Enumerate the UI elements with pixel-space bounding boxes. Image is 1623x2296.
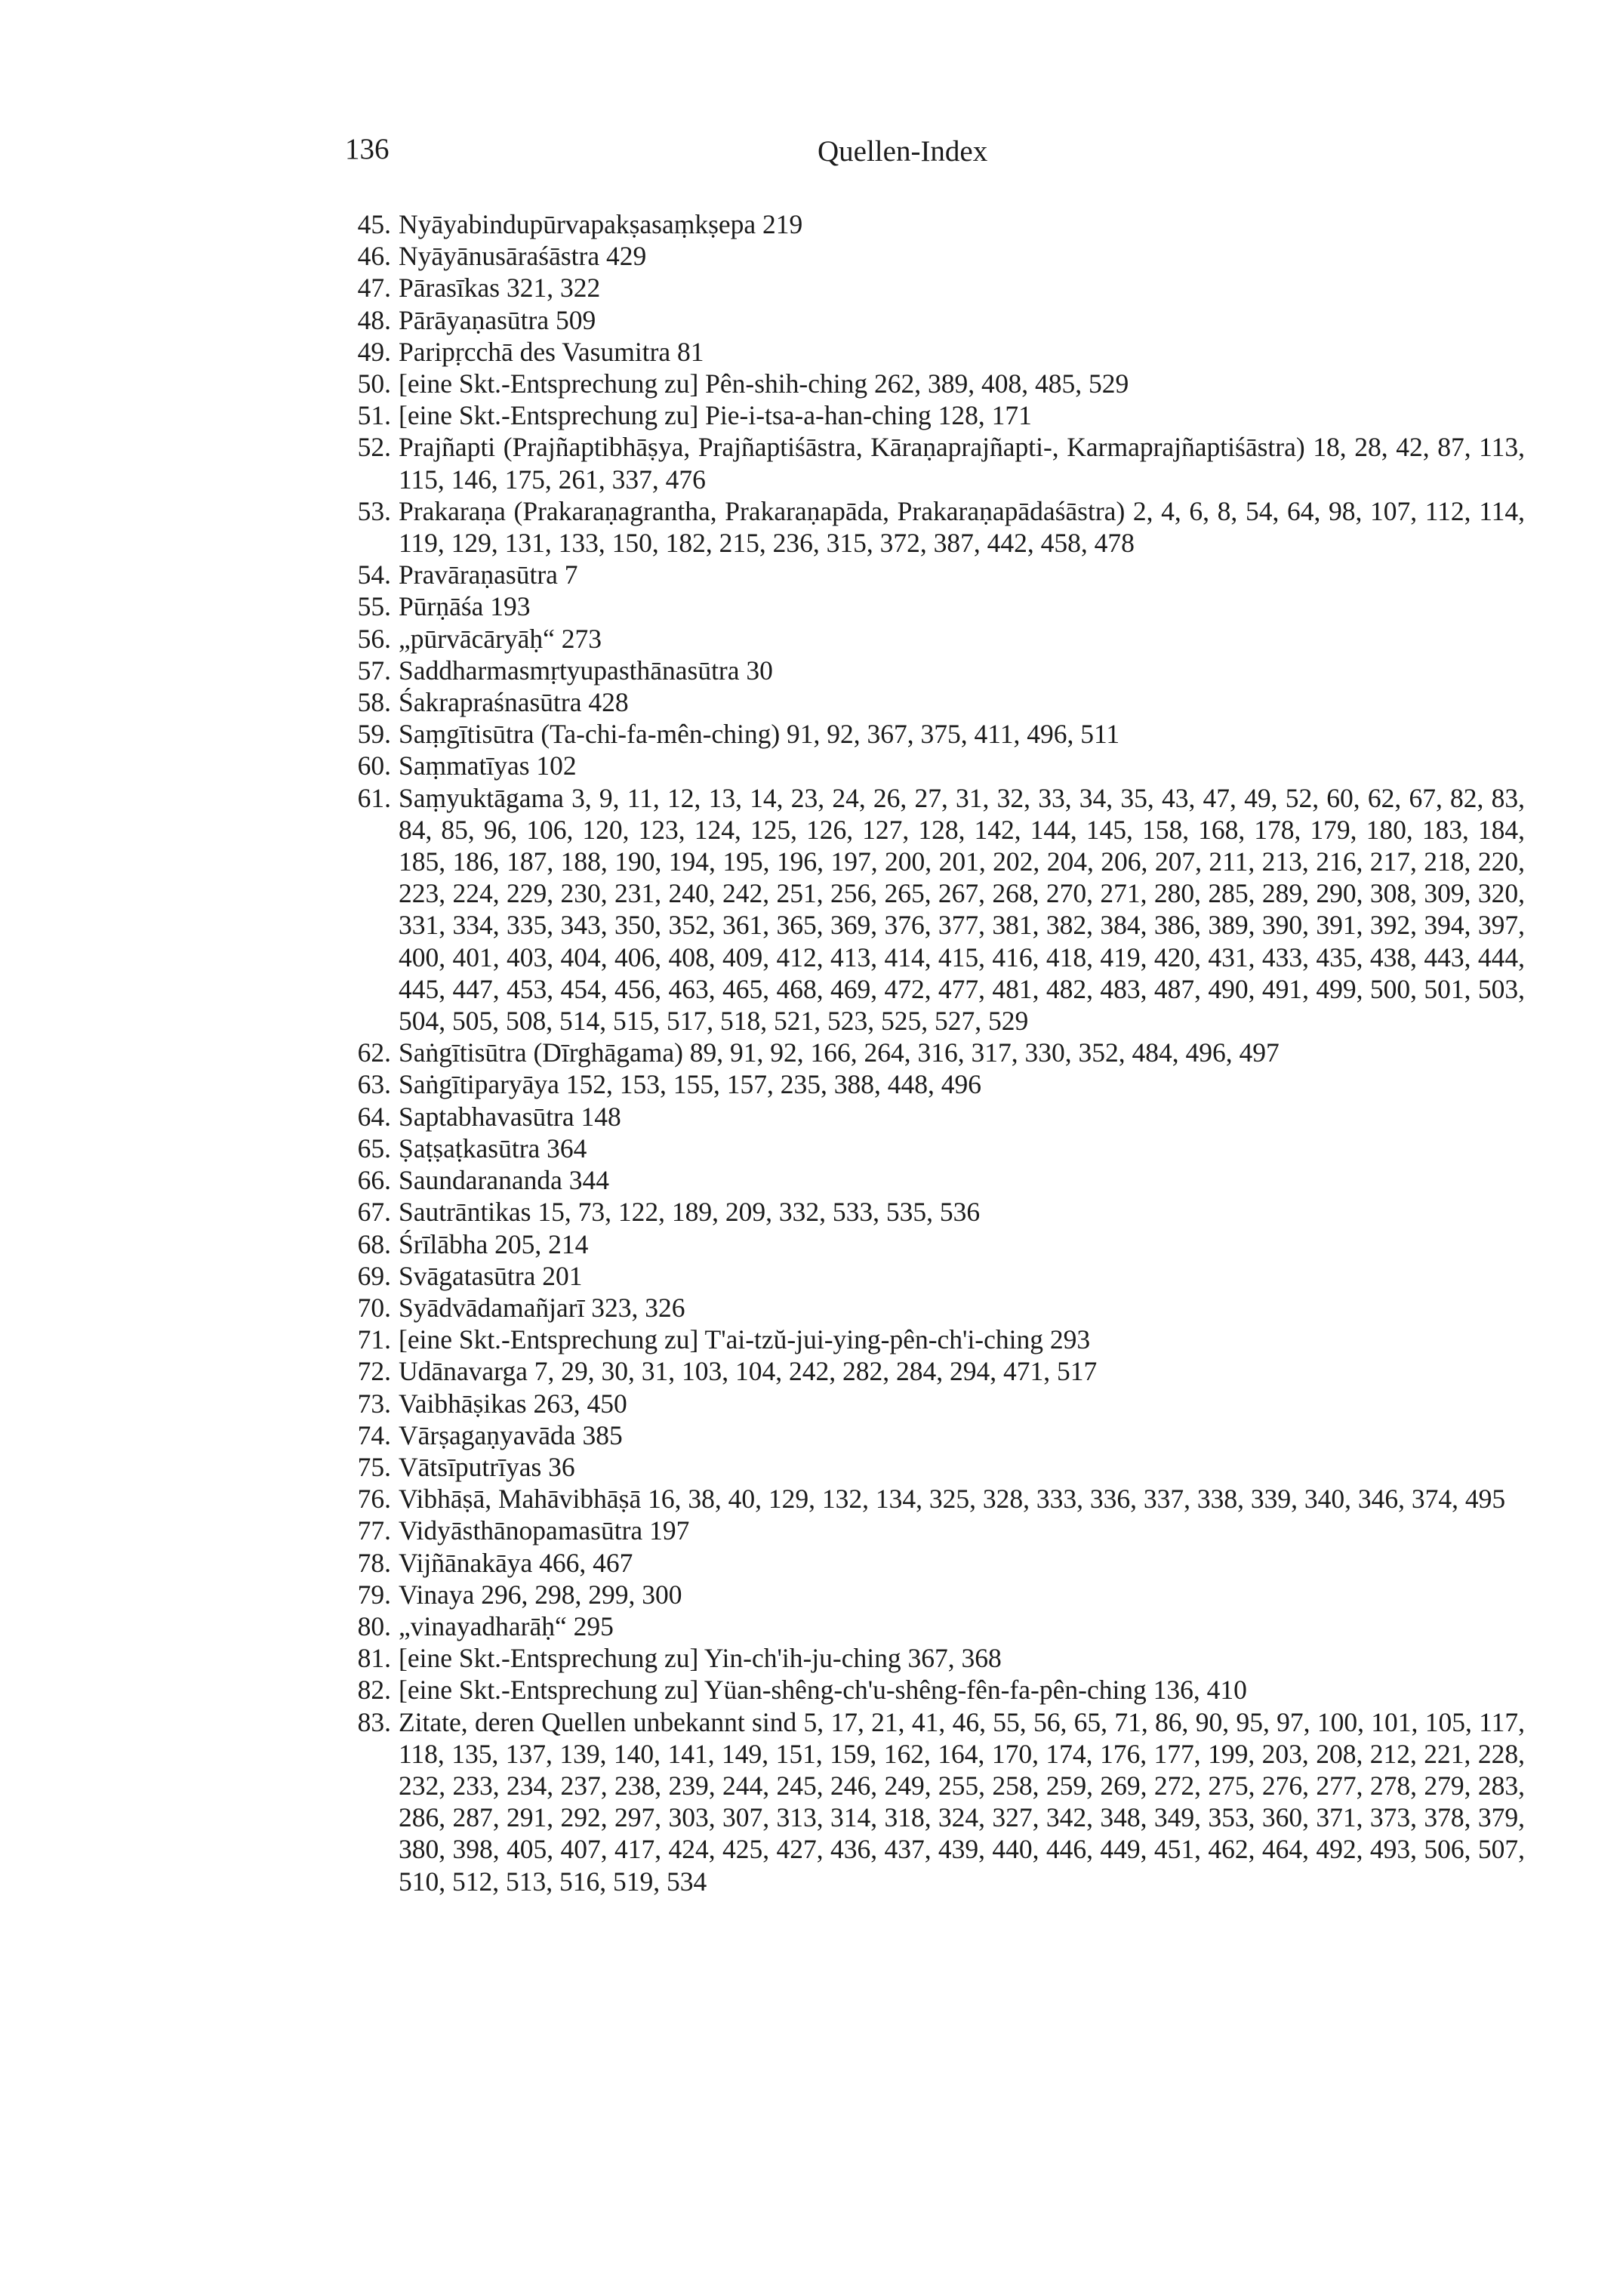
- entry-number: 66.: [357, 1165, 391, 1196]
- index-entry: [347, 1037, 1525, 1068]
- index-entry: [347, 1642, 1525, 1674]
- entry-text: Ṣaṭṣaṭkasūtra 364: [399, 1133, 587, 1163]
- index-entry: [347, 1483, 1525, 1515]
- index-entry: [347, 1547, 1525, 1579]
- entry-number: 55.: [357, 591, 391, 622]
- source-index-list: [347, 208, 1525, 1897]
- index-entry: [347, 1292, 1525, 1324]
- index-entry: [347, 1451, 1525, 1483]
- entry-number: 76.: [357, 1484, 391, 1515]
- index-entry: [347, 590, 1525, 622]
- entry-text: [eine Skt.-Entsprechung zu] Yin-ch'ih-ju-ching 367, 368: [399, 1643, 1002, 1674]
- entry-text: Prakaraṇa (Prakaraṇagrantha, Prakaraṇapāda, Prakaraṇapādaśāstra) 2, 4, 6, 8, 54, 64, 98, 107, 112, 114, 119, 129, 131, 133, 150, 182, 215, 236, 315, 372, 387, 442, 458, 478: [399, 495, 1525, 559]
- entry-text: Sautrāntikas 15, 73, 122, 189, 209, 332, 533, 535, 536: [399, 1197, 981, 1228]
- index-entry: [347, 1579, 1525, 1610]
- index-entry: [347, 1164, 1525, 1196]
- entry-text: Udānavarga 7, 29, 30, 31, 103, 104, 242, 282, 284, 294, 471, 517: [399, 1356, 1098, 1387]
- index-entry: [347, 1260, 1525, 1292]
- entry-number: 65.: [357, 1133, 391, 1163]
- entry-text: Vidyāsthānopamasūtra 197: [399, 1515, 690, 1546]
- entry-number: 63.: [357, 1069, 391, 1100]
- entry-number: 64.: [357, 1101, 391, 1132]
- index-entry: [347, 1419, 1525, 1451]
- entry-text: Saptabhavasūtra 148: [399, 1101, 621, 1132]
- entry-text: Vārṣagaṇyavāda 385: [399, 1419, 623, 1450]
- index-entry: [347, 750, 1525, 781]
- index-entry: [347, 1674, 1525, 1706]
- index-entry: [347, 336, 1525, 368]
- index-entry: [347, 1196, 1525, 1228]
- entry-number: 68.: [357, 1228, 391, 1259]
- entry-text: Vijñānakāya 466, 467: [399, 1547, 633, 1578]
- index-entry: [347, 368, 1525, 399]
- entry-text: Saṃmatīyas 102: [399, 750, 577, 781]
- index-entry: [347, 1515, 1525, 1546]
- entry-text: Pārasīkas 321, 322: [399, 273, 601, 304]
- entry-number: 67.: [357, 1197, 391, 1228]
- entry-number: 54.: [357, 559, 391, 590]
- page-title: Quellen-Index: [818, 135, 988, 168]
- entry-number: 82.: [357, 1675, 391, 1706]
- entry-number: 73.: [357, 1388, 391, 1419]
- entry-number: 70.: [357, 1292, 391, 1323]
- entry-number: 62.: [357, 1037, 391, 1068]
- entry-number: 81.: [357, 1643, 391, 1674]
- entry-text: Pārāyaṇasūtra 509: [399, 304, 596, 335]
- index-entry: [347, 782, 1525, 1037]
- index-entry: [347, 1324, 1525, 1355]
- entry-text: Saddharmasmṛtyupasthānasūtra 30: [399, 655, 773, 686]
- entry-text: Śakrapraśnasūtra 428: [399, 687, 629, 718]
- index-entry: [347, 1101, 1525, 1133]
- index-entry: [347, 1355, 1525, 1387]
- entry-number: 57.: [357, 655, 391, 686]
- index-entry: [347, 623, 1525, 655]
- entry-number: 48.: [357, 304, 391, 335]
- entry-text: Saṅgītisūtra (Dīrghāgama) 89, 91, 92, 166, 264, 316, 317, 330, 352, 484, 496, 497: [399, 1037, 1280, 1068]
- entry-text: Nyāyānusāraśāstra 429: [399, 241, 647, 272]
- entry-text: Pravāraṇasūtra 7: [399, 559, 578, 590]
- index-entry: [347, 1610, 1525, 1642]
- entry-number: 75.: [357, 1451, 391, 1482]
- index-entry: [347, 208, 1525, 240]
- entry-number: 49.: [357, 336, 391, 367]
- index-entry: [347, 240, 1525, 272]
- index-entry: [347, 272, 1525, 304]
- entry-number: 56.: [357, 623, 391, 654]
- entry-text: Saṅgītiparyāya 152, 153, 155, 157, 235, 388, 448, 496: [399, 1069, 982, 1100]
- entry-text: Vinaya 296, 298, 299, 300: [399, 1579, 682, 1610]
- entry-text: Saṃgītisūtra (Ta-chi-fa-mên-ching) 91, 92, 367, 375, 411, 496, 511: [399, 719, 1120, 750]
- entry-number: 69.: [357, 1260, 391, 1291]
- entry-number: 50.: [357, 368, 391, 399]
- entry-text: [eine Skt.-Entsprechung zu] T'ai-tzŭ-jui-ying-pên-ch'i-ching 293: [399, 1324, 1091, 1355]
- entry-text: „vinayadharāḥ“ 295: [399, 1610, 614, 1641]
- entry-text: „pūrvācāryāḥ“ 273: [399, 623, 602, 654]
- entry-text: Śrīlābha 205, 214: [399, 1228, 589, 1259]
- entry-text: [eine Skt.-Entsprechung zu] Yüan-shêng-ch'u-shêng-fên-fa-pên-ching 136, 410: [399, 1675, 1247, 1706]
- entry-number: 77.: [357, 1515, 391, 1546]
- entry-text: Nyāyabindupūrvapakṣasaṃkṣepa 219: [399, 209, 803, 239]
- entry-text: Saundarananda 344: [399, 1165, 609, 1196]
- index-entry: [347, 1228, 1525, 1260]
- entry-number: 58.: [357, 687, 391, 718]
- index-entry: [347, 559, 1525, 590]
- entry-text: [eine Skt.-Entsprechung zu] Pên-shih-ching 262, 389, 408, 485, 529: [399, 368, 1129, 399]
- index-entry: [347, 1068, 1525, 1100]
- entry-text: Vātsīputrīyas 36: [399, 1451, 575, 1482]
- entry-number: 74.: [357, 1419, 391, 1450]
- entry-number: 80.: [357, 1610, 391, 1641]
- entry-text: Pūrṇāśa 193: [399, 591, 531, 622]
- index-entry: [347, 1133, 1525, 1164]
- index-entry: [347, 686, 1525, 718]
- entry-number: 72.: [357, 1356, 391, 1387]
- entry-number: 83.: [357, 1706, 391, 1737]
- entry-number: 51.: [357, 400, 391, 431]
- entry-number: 46.: [357, 241, 391, 272]
- entry-number: 53.: [357, 495, 391, 526]
- entry-text: [eine Skt.-Entsprechung zu] Pie-i-tsa-a-han-ching 128, 171: [399, 400, 1032, 431]
- entry-number: 52.: [357, 432, 391, 463]
- entry-text: Prajñapti (Prajñaptibhāṣya, Prajñaptiśāstra, Kāraṇaprajñapti-, Karmaprajñaptiśāstra) 18, 28, 42, 87, 113, 115, 146, 175, 261, 337, 476: [399, 432, 1525, 495]
- index-entry: [347, 431, 1525, 495]
- index-entry: [347, 304, 1525, 336]
- entry-number: 47.: [357, 273, 391, 304]
- entry-number: 78.: [357, 1547, 391, 1578]
- entry-text: Saṃyuktāgama 3, 9, 11, 12, 13, 14, 23, 24, 26, 27, 31, 32, 33, 34, 35, 43, 47, 49, 52, 60, 62, 67, 82, 83, 84, 85, 96, 106, 120, 123, 124, 125, 126, 127, 128, 142, 144, 145, 158, 168, 178, 179, 180, 183, 184, 185, 186, 187, 188, 190, 194, 195, 196, 197, 200, 201, 202, 204, 206, 207, 211, 213, 216, 217, 218, 220, 223, 224, 229, 230, 231, 240, 242, 251, 256, 265, 267, 268, 270, 271, 280, 285, 289, 290, 308, 309, 320, 331, 334, 335, 343, 350, 352, 361, 365, 369, 376, 377, 381, 382, 384, 386, 389, 390, 391, 392, 394, 397, 400, 401, 403, 404, 406, 408, 409, 412, 413, 414, 415, 416, 418, 419, 420, 431, 433, 435, 438, 443, 444, 445, 447, 453, 454, 456, 463, 465, 468, 469, 472, 477, 481, 482, 483, 487, 490, 491, 499, 500, 501, 503, 504, 505, 508, 514, 515, 517, 518, 521, 523, 525, 527, 529: [399, 782, 1525, 1037]
- entry-text: Paripṛcchā des Vasumitra 81: [399, 336, 704, 367]
- index-entry: [347, 495, 1525, 559]
- index-entry: [347, 1388, 1525, 1419]
- entry-number: 45.: [357, 209, 391, 239]
- index-entry: [347, 655, 1525, 686]
- entry-text: Syādvādamañjarī 323, 326: [399, 1292, 685, 1323]
- index-entry: [347, 1706, 1525, 1897]
- entry-number: 61.: [357, 782, 391, 813]
- entry-text: Vaibhāṣikas 263, 450: [399, 1388, 627, 1419]
- entry-number: 79.: [357, 1579, 391, 1610]
- index-entry: [347, 718, 1525, 750]
- entry-text: Svāgatasūtra 201: [399, 1260, 583, 1291]
- entry-number: 71.: [357, 1324, 391, 1355]
- page-number: 136: [345, 133, 390, 165]
- entry-text: Zitate, deren Quellen unbekannt sind 5, 17, 21, 41, 46, 55, 56, 65, 71, 86, 90, 95, 97, 100, 101, 105, 117, 118, 135, 137, 139, 140, 141, 149, 151, 159, 162, 164, 170, 174, 176, 177, 199, 203, 208, 212, 221, 228, 232, 233, 234, 237, 238, 239, 244, 245, 246, 249, 255, 258, 259, 269, 272, 275, 276, 277, 278, 279, 283, 286, 287, 291, 292, 297, 303, 307, 313, 314, 318, 324, 327, 342, 348, 349, 353, 360, 371, 373, 378, 379, 380, 398, 405, 407, 417, 424, 425, 427, 436, 437, 439, 440, 446, 449, 451, 462, 464, 492, 493, 506, 507, 510, 512, 513, 516, 519, 534: [399, 1706, 1525, 1897]
- entry-text: Vibhāṣā, Mahāvibhāṣā 16, 38, 40, 129, 132, 134, 325, 328, 333, 336, 337, 338, 339, 340, 346, 374, 495: [399, 1484, 1506, 1515]
- index-entry: [347, 399, 1525, 431]
- entry-number: 60.: [357, 750, 391, 781]
- entry-number: 59.: [357, 719, 391, 750]
